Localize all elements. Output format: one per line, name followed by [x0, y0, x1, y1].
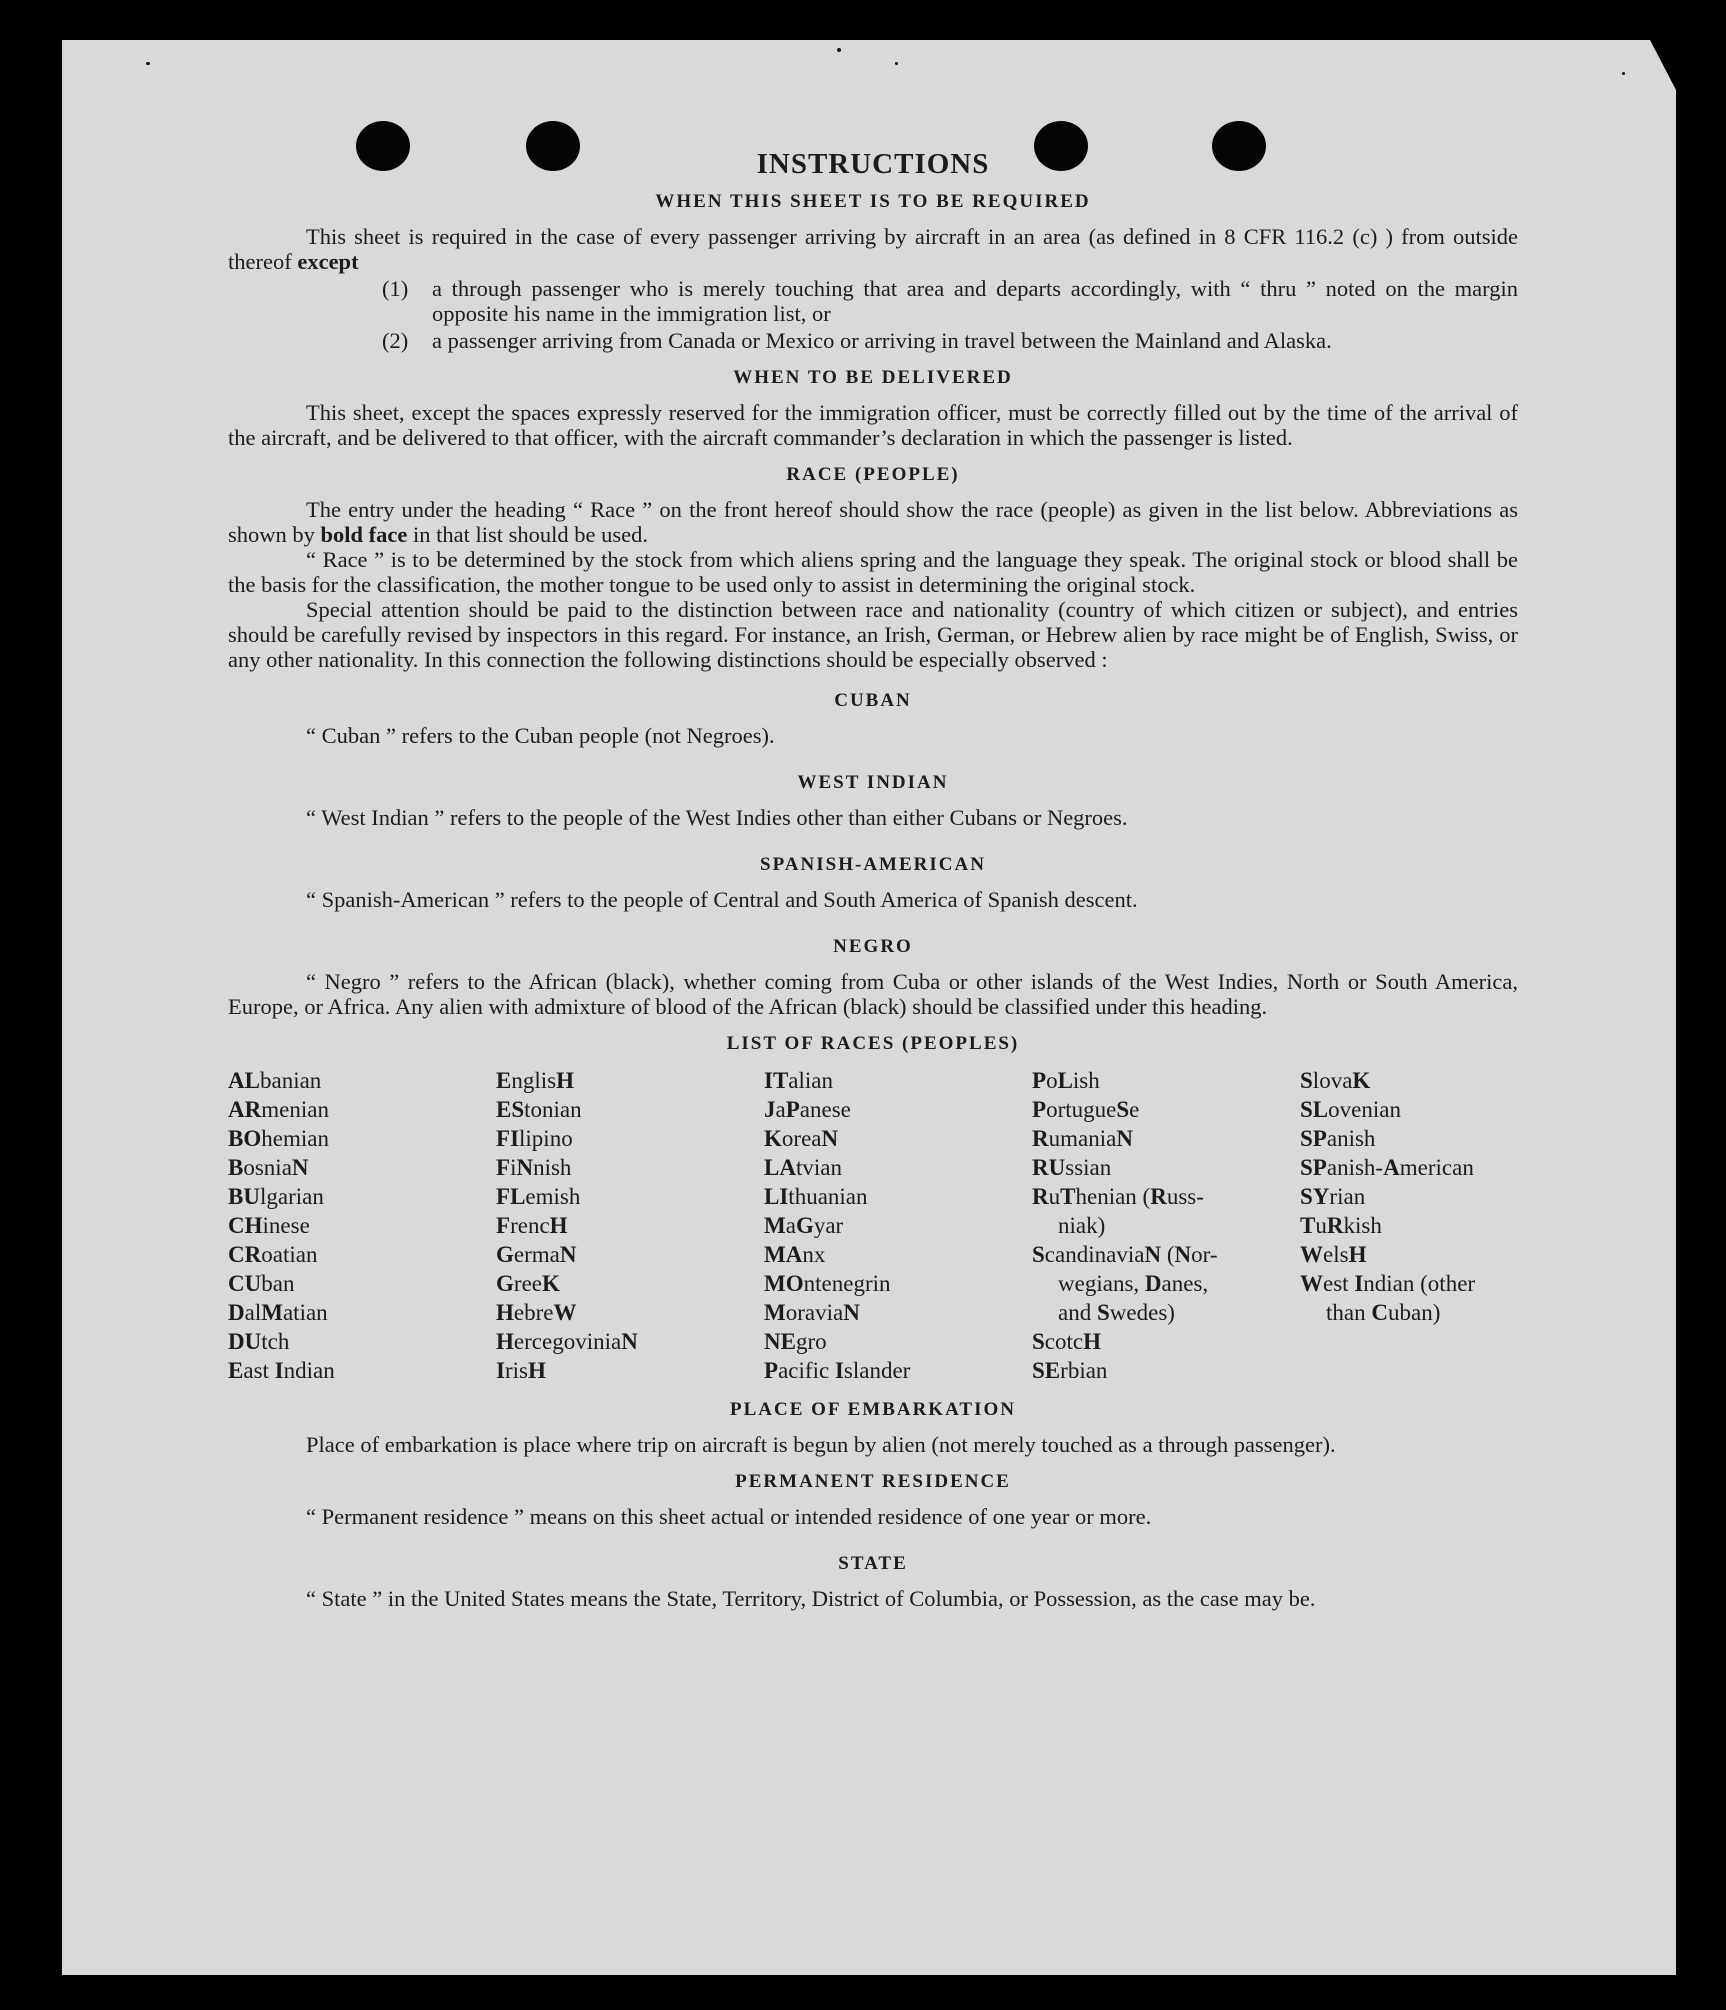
races-column — [496, 1066, 764, 1385]
race-entry: GreeK — [496, 1271, 560, 1296]
races-column — [228, 1066, 496, 1385]
race-entry: SPanish-American — [1300, 1155, 1474, 1180]
heading-permanent-residence: PERMANENT RESIDENCE — [735, 1471, 1011, 1492]
race-entry: CHinese — [228, 1213, 310, 1238]
race-entry: NEgro — [764, 1329, 827, 1354]
exception-item: (2) a passenger arriving from Canada or Mexico or arriving in travel between the Mainland and Alaska. — [382, 328, 1332, 353]
race-entry: WelsH — [1300, 1242, 1367, 1267]
races-column — [764, 1066, 1032, 1385]
race-entry: ARmenian — [228, 1097, 329, 1122]
heading-negro: NEGRO — [833, 936, 913, 957]
exception-item: (1) a through passenger who is merely touching that area and departs accordingly, with “ thru ” noted on the margin opposite his name in the immigration list, or — [382, 276, 1518, 326]
race-entry: HercegoviniaN — [496, 1329, 638, 1354]
heading-embarkation: PLACE OF EMBARKATION — [730, 1399, 1016, 1420]
race-entry: ScandinaviaN (Nor- — [1032, 1242, 1218, 1267]
race-entry: MaGyar — [764, 1213, 844, 1238]
page-title: INSTRUCTIONS — [756, 148, 990, 180]
heading-state: STATE — [838, 1553, 908, 1574]
race-entry: GermaN — [496, 1242, 577, 1267]
race-entry: RUssian — [1032, 1155, 1112, 1180]
race-entry: KoreaN — [764, 1126, 839, 1151]
races-column — [1300, 1066, 1518, 1385]
negro-text: “ Negro ” refers to the African (black), whether coming from Cuba or other islands of the West Indies, North or South America, Europe, or Africa. Any alien with admixture of blood of the African (black) should be classified under this heading. — [228, 969, 1518, 1019]
heading-when-delivered: WHEN TO BE DELIVERED — [733, 367, 1013, 388]
race-entry: MAnx — [764, 1242, 826, 1267]
race-entry: FIlipino — [496, 1126, 573, 1151]
delivered-text: This sheet, except the spaces expressly reserved for the immigration officer, must be correctly filled out by the time of the arrival of the aircraft, and be delivered to that officer, with the aircraft commander’s declaration in which the passenger is listed. — [228, 400, 1518, 450]
race-entry: than Cuban) — [1326, 1300, 1441, 1325]
race-entry: ITalian — [764, 1068, 834, 1093]
race-entry: SYrian — [1300, 1184, 1366, 1209]
race-entry: BUlgarian — [228, 1184, 324, 1209]
race-entry: SlovaK — [1300, 1068, 1371, 1093]
cuban-text: “ Cuban ” refers to the Cuban people (not Negroes). — [306, 723, 775, 748]
race-paragraph: The entry under the heading “ Race ” on the front hereof should show the race (people) as given in the list below. Abbreviations as shown by bold face in that list should be used. — [228, 497, 1518, 547]
heading-cuban: CUBAN — [834, 690, 912, 711]
race-entry: SPanish — [1300, 1126, 1376, 1151]
embarkation-text: Place of embarkation is place where trip on aircraft is begun by alien (not merely touched as a through passenger). — [306, 1432, 1336, 1457]
race-entry: East Indian — [228, 1358, 335, 1383]
west-indian-text: “ West Indian ” refers to the people of the West Indies other than either Cubans or Negroes. — [306, 805, 1128, 830]
race-entry: SLovenian — [1300, 1097, 1401, 1122]
speck — [146, 62, 150, 65]
heading-list-of-races: LIST OF RACES (PEOPLES) — [726, 1033, 1020, 1054]
heading-when-required: WHEN THIS SHEET IS TO BE REQUIRED — [655, 191, 1091, 212]
race-paragraph: Special attention should be paid to the distinction between race and nationality (country of which citizen or subject), and entries should be carefully revised by inspectors in this regard. For instance, an Irish, German, or Hebrew alien by race might be of English, Swiss, or any other nationality. In this connection the following distinctions should be especially observed : — [228, 597, 1518, 672]
race-entry: niak) — [1058, 1213, 1106, 1238]
speck — [837, 48, 841, 52]
race-entry: LAtvian — [764, 1155, 842, 1180]
race-entry: and Swedes) — [1058, 1300, 1175, 1325]
race-entry: FLemish — [496, 1184, 581, 1209]
race-entry: JaPanese — [764, 1097, 851, 1122]
race-entry: FrencH — [496, 1213, 568, 1238]
race-entry: EStonian — [496, 1097, 582, 1122]
race-entry: PoLish — [1032, 1068, 1100, 1093]
race-entry: DalMatian — [228, 1300, 328, 1325]
race-entry: Pacific Islander — [764, 1358, 911, 1383]
race-entry: West Indian (other — [1300, 1271, 1476, 1296]
race-entry: PortugueSe — [1032, 1097, 1140, 1122]
race-entry: FiNnish — [496, 1155, 572, 1180]
speck — [895, 62, 898, 65]
race-entry: SErbian — [1032, 1358, 1108, 1383]
spanish-american-text: “ Spanish-American ” refers to the people of Central and South America of Spanish descent. — [306, 887, 1138, 912]
race-entry: wegians, Danes, — [1058, 1271, 1209, 1296]
race-entry: CUban — [228, 1271, 295, 1296]
race-entry: CRoatian — [228, 1242, 318, 1267]
race-entry: HebreW — [496, 1300, 577, 1325]
required-intro: This sheet is required in the case of every passenger arriving by aircraft in an area (as defined in 8 CFR 116.2 (c) ) from outside thereof except — [228, 224, 1518, 274]
race-entry: RuThenian (Russ- — [1032, 1184, 1204, 1209]
race-entry: IrisH — [496, 1358, 546, 1383]
races-list — [228, 1066, 1518, 1385]
race-entry: LIthuanian — [764, 1184, 868, 1209]
heading-west-indian: WEST INDIAN — [797, 772, 949, 793]
race-entry: BOhemian — [228, 1126, 329, 1151]
speck — [1622, 72, 1625, 75]
race-entry: TuRkish — [1300, 1213, 1382, 1238]
races-column — [1032, 1066, 1300, 1385]
race-entry: ALbanian — [228, 1068, 322, 1093]
race-entry: EnglisH — [496, 1068, 574, 1093]
instructions-content — [228, 148, 1518, 1611]
race-entry: BosniaN — [228, 1155, 309, 1180]
race-entry: DUtch — [228, 1329, 290, 1354]
heading-race: RACE (PEOPLE) — [786, 464, 960, 485]
race-entry: ScotcH — [1032, 1329, 1102, 1354]
state-text: “ State ” in the United States means the State, Territory, District of Columbia, or Possession, as the case may be. — [306, 1586, 1316, 1611]
race-entry: MoraviaN — [764, 1300, 860, 1325]
race-paragraph: “ Race ” is to be determined by the stock from which aliens spring and the language they speak. The original stock or blood shall be the basis for the classification, the mother tongue to be used only to assist in determining the original stock. — [228, 547, 1518, 597]
residence-text: “ Permanent residence ” means on this sheet actual or intended residence of one year or more. — [306, 1504, 1152, 1529]
race-entry: MOntenegrin — [764, 1271, 891, 1296]
race-entry: RumaniaN — [1032, 1126, 1133, 1151]
heading-spanish-american: SPANISH-AMERICAN — [760, 854, 986, 875]
